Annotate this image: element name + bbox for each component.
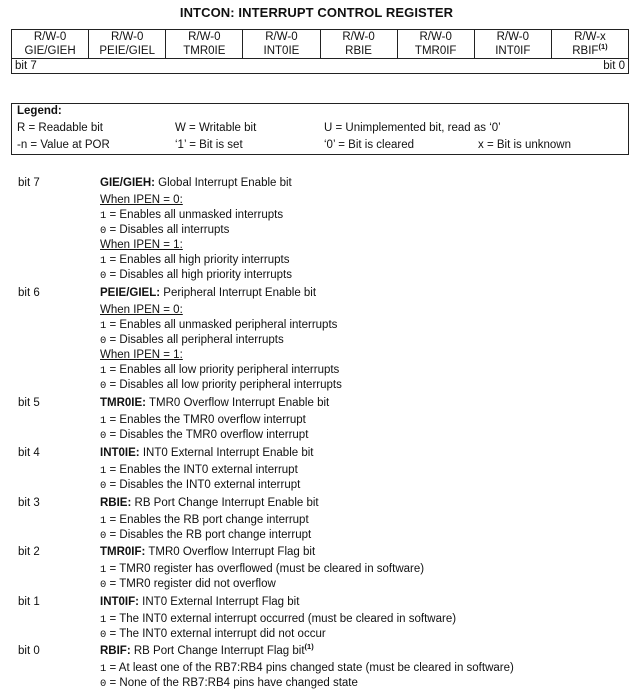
bit-value: 1 — [100, 255, 107, 267]
value-text: = Disables all low priority peripheral interrupts — [106, 379, 342, 391]
bit-label: bit 5 — [18, 397, 40, 409]
bit-value: 1 — [100, 415, 107, 427]
bit-value: 0 — [100, 480, 107, 492]
value-line — [100, 414, 306, 427]
bit-name-cell: TMR0IE — [166, 44, 243, 59]
bit-heading — [100, 497, 319, 509]
access-cell: R/W-0 — [166, 30, 243, 45]
condition-label: When IPEN = 0: — [100, 194, 183, 206]
value-line — [100, 334, 284, 347]
value-line — [100, 364, 339, 377]
legend-title: Legend: — [17, 105, 62, 117]
bit-name-cell: RBIE — [320, 44, 397, 59]
bit-value: 0 — [100, 270, 107, 282]
value-text: = Enables all unmasked peripheral interrupts — [106, 319, 338, 331]
bit-value: 0 — [100, 335, 107, 347]
bit-name-cell: PEIE/GIEL — [89, 44, 166, 59]
register-table — [11, 29, 629, 74]
bit-name-cell: INT0IE — [243, 44, 320, 59]
access-row — [12, 30, 629, 45]
bit-name: INT0IE: — [100, 447, 140, 459]
bit-value: 1 — [100, 663, 107, 675]
bit-value: 0 — [100, 678, 107, 690]
value-line — [100, 254, 289, 267]
bit-value: 1 — [100, 515, 107, 527]
legend-cleared: ‘0’ = Bit is cleared — [324, 139, 415, 151]
bit-name-row — [12, 44, 629, 59]
value-text: = The INT0 external interrupt occurred (must be cleared in software) — [106, 613, 457, 625]
legend-set: ‘1’ = Bit is set — [175, 139, 243, 151]
bit-name: TMR0IF: — [100, 546, 146, 558]
bit-range-row — [12, 59, 629, 74]
value-line — [100, 563, 424, 576]
bit-value: 1 — [100, 465, 107, 477]
bit-value: 0 — [100, 430, 107, 442]
access-cell: R/W-0 — [12, 30, 89, 45]
access-cell: R/W-0 — [89, 30, 166, 45]
condition-label: When IPEN = 0: — [100, 304, 183, 316]
bit-desc: TMR0 Overflow Interrupt Enable bit — [146, 397, 330, 409]
value-text: = Disables the TMR0 overflow interrupt — [106, 429, 309, 441]
value-text: = Disables all interrupts — [106, 224, 230, 236]
bit-name: RBIE: — [100, 497, 132, 509]
value-line — [100, 269, 292, 282]
bit-label: bit 7 — [18, 177, 40, 189]
legend-por: -n = Value at POR — [17, 139, 110, 151]
value-line — [100, 209, 283, 222]
bit-name: GIE/GIEH: — [100, 177, 155, 189]
legend-unknown: x = Bit is unknown — [478, 139, 572, 151]
bit-value: 1 — [100, 564, 107, 576]
bit-value: 0 — [100, 380, 107, 392]
legend-readable: R = Readable bit — [17, 122, 103, 134]
bit-desc: RB Port Change Interrupt Flag bit — [130, 645, 305, 657]
value-text: = None of the RB7:RB4 pins have changed state — [106, 677, 358, 689]
bit-value: 1 — [100, 614, 107, 626]
bit-desc: TMR0 Overflow Interrupt Flag bit — [145, 546, 316, 558]
value-line — [100, 514, 309, 527]
footnote-marker: (1) — [598, 42, 608, 51]
value-line — [100, 319, 337, 332]
bit-value: 0 — [100, 530, 107, 542]
bit-heading — [100, 177, 292, 189]
access-cell: R/W-0 — [320, 30, 397, 45]
bit-value: 1 — [100, 320, 107, 332]
bit-heading — [100, 596, 299, 608]
bit-heading — [100, 447, 314, 459]
value-text: = The INT0 external interrupt did not occur — [106, 628, 326, 640]
bit-name-cell: TMR0IF — [397, 44, 474, 59]
bit-heading — [100, 397, 329, 409]
bit-label: bit 1 — [18, 596, 40, 608]
value-text: = Enables all unmasked interrupts — [106, 209, 284, 221]
value-text: = Enables all low priority peripheral interrupts — [106, 364, 340, 376]
bit-label: bit 0 — [18, 645, 40, 657]
bit-name: PEIE/GIEL: — [100, 287, 161, 299]
bit-label: bit 4 — [18, 447, 40, 459]
access-cell: R/W-0 — [474, 30, 551, 45]
value-line — [100, 429, 308, 442]
access-cell: R/W-0 — [397, 30, 474, 45]
value-text: = Disables all high priority interrupts — [106, 269, 292, 281]
legend-box — [11, 103, 629, 155]
bit-value: 1 — [100, 365, 107, 377]
bit-low-label: bit 0 — [603, 60, 625, 72]
value-text: = At least one of the RB7:RB4 pins changed state (must be cleared in software) — [106, 662, 514, 674]
value-text: = Enables all high priority interrupts — [106, 254, 290, 266]
value-line — [100, 224, 229, 237]
value-line — [100, 529, 311, 542]
bit-heading — [100, 546, 315, 558]
bit-value: 1 — [100, 210, 107, 222]
bit-name-cell: INT0IF — [474, 44, 551, 59]
bit-name-cell — [551, 44, 628, 59]
access-cell: R/W-0 — [243, 30, 320, 45]
bit-heading — [100, 287, 316, 299]
condition-label: When IPEN = 1: — [100, 349, 183, 361]
bit-desc: Peripheral Interrupt Enable bit — [160, 287, 317, 299]
legend-writable: W = Writable bit — [175, 122, 257, 134]
bit-desc: INT0 External Interrupt Flag bit — [138, 596, 300, 608]
value-line — [100, 628, 326, 641]
bit-desc: INT0 External Interrupt Enable bit — [139, 447, 314, 459]
footnote-marker: (1) — [304, 642, 314, 651]
value-line — [100, 464, 298, 477]
value-line — [100, 677, 358, 690]
access-cell: R/W-x — [551, 30, 628, 45]
value-text: = TMR0 register did not overflow — [106, 578, 276, 590]
bit-name: TMR0IE: — [100, 397, 146, 409]
value-text: = Disables the INT0 external interrupt — [106, 479, 301, 491]
bit-high-label: bit 7 — [15, 60, 37, 72]
value-line — [100, 578, 276, 591]
value-text: = Disables all peripheral interrupts — [106, 334, 284, 346]
value-text: = Enables the TMR0 overflow interrupt — [106, 414, 306, 426]
value-line — [100, 613, 456, 626]
value-line — [100, 379, 342, 392]
bit-value: 0 — [100, 629, 107, 641]
bit-label: bit 6 — [18, 287, 40, 299]
value-text: = Enables the INT0 external interrupt — [106, 464, 298, 476]
page-title: INTCON: INTERRUPT CONTROL REGISTER — [179, 5, 454, 20]
bit-desc: Global Interrupt Enable bit — [154, 177, 292, 189]
bit-value: 0 — [100, 579, 107, 591]
bit-name: RBIF: — [100, 645, 131, 657]
bit-heading — [100, 642, 314, 657]
bit-range-cell — [12, 59, 629, 74]
bit-label: bit 3 — [18, 497, 40, 509]
value-line — [100, 479, 300, 492]
bit-name: INT0IF: — [100, 596, 139, 608]
bit-name-text: RBIF — [572, 45, 599, 57]
bit-name-cell: GIE/GIEH — [12, 44, 89, 59]
value-text: = Disables the RB port change interrupt — [106, 529, 312, 541]
value-text: = TMR0 register has overflowed (must be cleared in software) — [106, 563, 425, 575]
bit-label: bit 2 — [18, 546, 40, 558]
legend-unimplemented: U = Unimplemented bit, read as ‘0’ — [324, 122, 501, 134]
bit-value: 0 — [100, 225, 107, 237]
condition-label: When IPEN = 1: — [100, 239, 183, 251]
value-line — [100, 662, 514, 675]
value-text: = Enables the RB port change interrupt — [106, 514, 309, 526]
bit-desc: RB Port Change Interrupt Enable bit — [131, 497, 319, 509]
